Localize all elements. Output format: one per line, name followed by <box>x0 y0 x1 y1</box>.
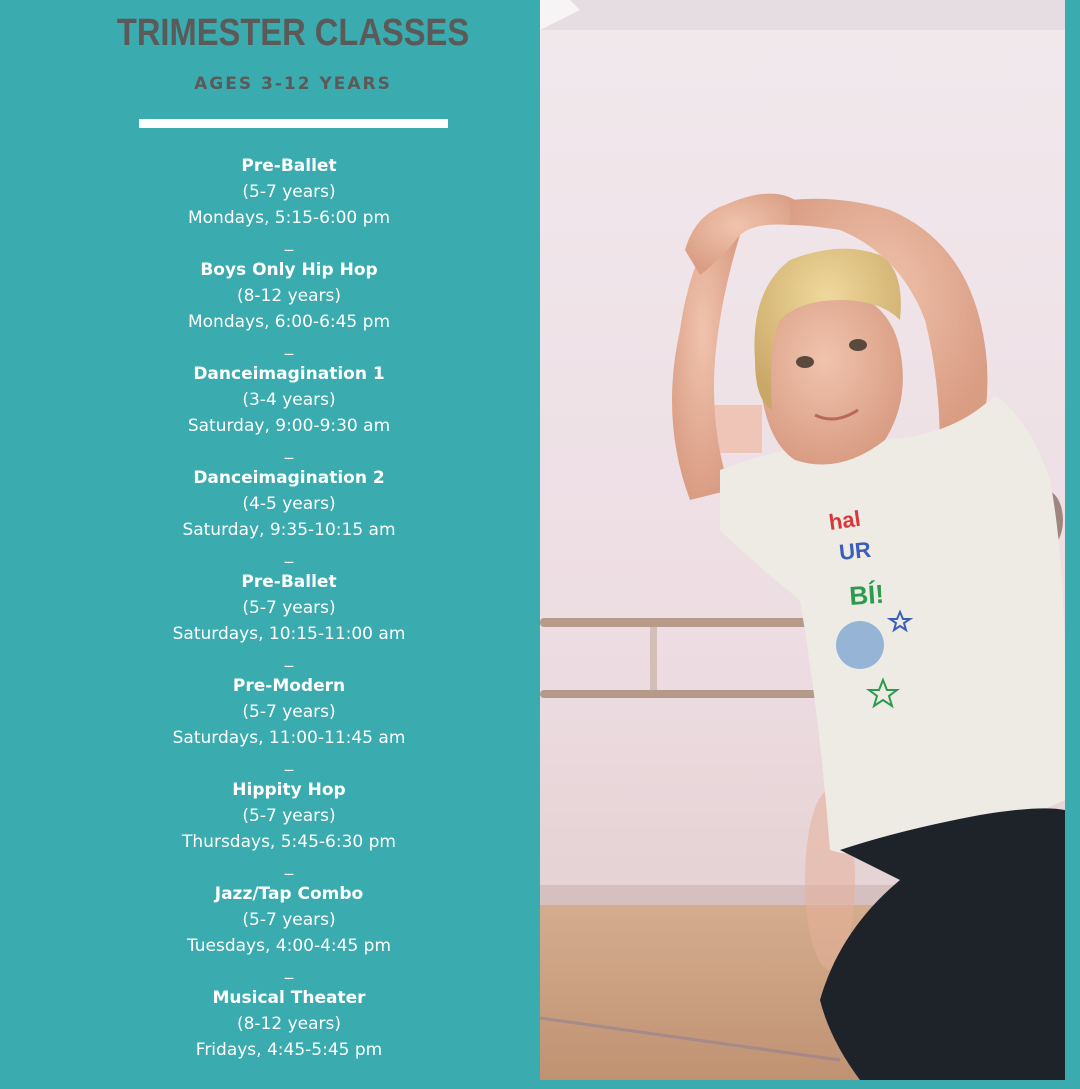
class-schedule-panel <box>0 0 540 1080</box>
class-item-jazz-tap <box>0 881 578 985</box>
page-subtitle: AGES 3-12 YEARS <box>194 74 392 94</box>
barre-bracket <box>650 627 657 690</box>
class-time: Tuesdays, 4:00-4:45 pm <box>186 936 392 956</box>
class-name: Musical Theater <box>212 988 366 1008</box>
svg-text:BÍ!: BÍ! <box>848 578 886 611</box>
ceiling <box>540 0 1065 30</box>
class-separator: _ <box>284 336 294 356</box>
class-time: Saturday, 9:00-9:30 am <box>187 416 391 436</box>
class-time: Saturdays, 10:15-11:00 am <box>172 624 406 644</box>
class-name: Pre-Ballet <box>241 156 337 176</box>
class-name: Pre-Ballet <box>241 572 337 592</box>
class-time: Mondays, 5:15-6:00 pm <box>187 208 391 228</box>
class-separator: _ <box>284 752 294 772</box>
svg-text:UR: UR <box>837 536 873 565</box>
class-separator: _ <box>284 856 294 876</box>
class-item-musical-theater <box>0 985 578 1089</box>
class-separator: _ <box>284 544 294 564</box>
class-name: Danceimagination 1 <box>193 364 385 384</box>
class-time: Saturdays, 11:00-11:45 am <box>172 728 406 748</box>
class-item-pre-ballet-saturday <box>0 569 578 673</box>
class-list <box>0 153 578 1089</box>
class-item-hippity-hop <box>0 777 578 881</box>
class-ages: (5-7 years) <box>242 910 336 930</box>
page-title: TRIMESTER CLASSES <box>116 12 470 54</box>
class-separator: _ <box>284 232 294 252</box>
right-eye <box>849 339 867 351</box>
dancer-illustration <box>540 0 1065 1080</box>
class-item-boys-hip-hop <box>0 257 578 361</box>
class-separator: _ <box>284 960 294 980</box>
class-ages: (8-12 years) <box>236 286 342 306</box>
class-item-pre-ballet-monday <box>0 153 578 257</box>
leggings <box>820 808 1065 1080</box>
class-name: Jazz/Tap Combo <box>214 884 364 904</box>
class-name: Boys Only Hip Hop <box>200 260 378 280</box>
class-name: Hippity Hop <box>232 780 346 800</box>
class-separator: _ <box>284 648 294 668</box>
title-divider <box>139 119 448 128</box>
class-time: Thursdays, 5:45-6:30 pm <box>182 832 396 852</box>
class-ages: (3-4 years) <box>242 390 336 410</box>
class-ages: (5-7 years) <box>242 182 336 202</box>
class-name: Danceimagination 2 <box>193 468 385 488</box>
shirt-graphic <box>836 621 884 669</box>
class-ages: (8-12 years) <box>236 1014 342 1034</box>
class-name: Pre-Modern <box>232 676 346 696</box>
class-item-danceimagination-1 <box>0 361 578 465</box>
class-time: Saturday, 9:35-10:15 am <box>182 520 396 540</box>
class-time: Mondays, 6:00-6:45 pm <box>187 312 391 332</box>
svg-text:hal: hal <box>827 505 863 535</box>
left-eye <box>796 356 814 368</box>
class-ages: (5-7 years) <box>242 702 336 722</box>
class-item-pre-modern <box>0 673 578 777</box>
class-item-danceimagination-2 <box>0 465 578 569</box>
dancer-photo <box>540 0 1065 1080</box>
class-time: Fridays, 4:45-5:45 pm <box>195 1040 383 1060</box>
right-border-strip <box>1065 0 1080 1080</box>
class-ages: (5-7 years) <box>242 806 336 826</box>
class-separator: _ <box>284 440 294 460</box>
class-ages: (5-7 years) <box>242 598 336 618</box>
class-ages: (4-5 years) <box>242 494 336 514</box>
